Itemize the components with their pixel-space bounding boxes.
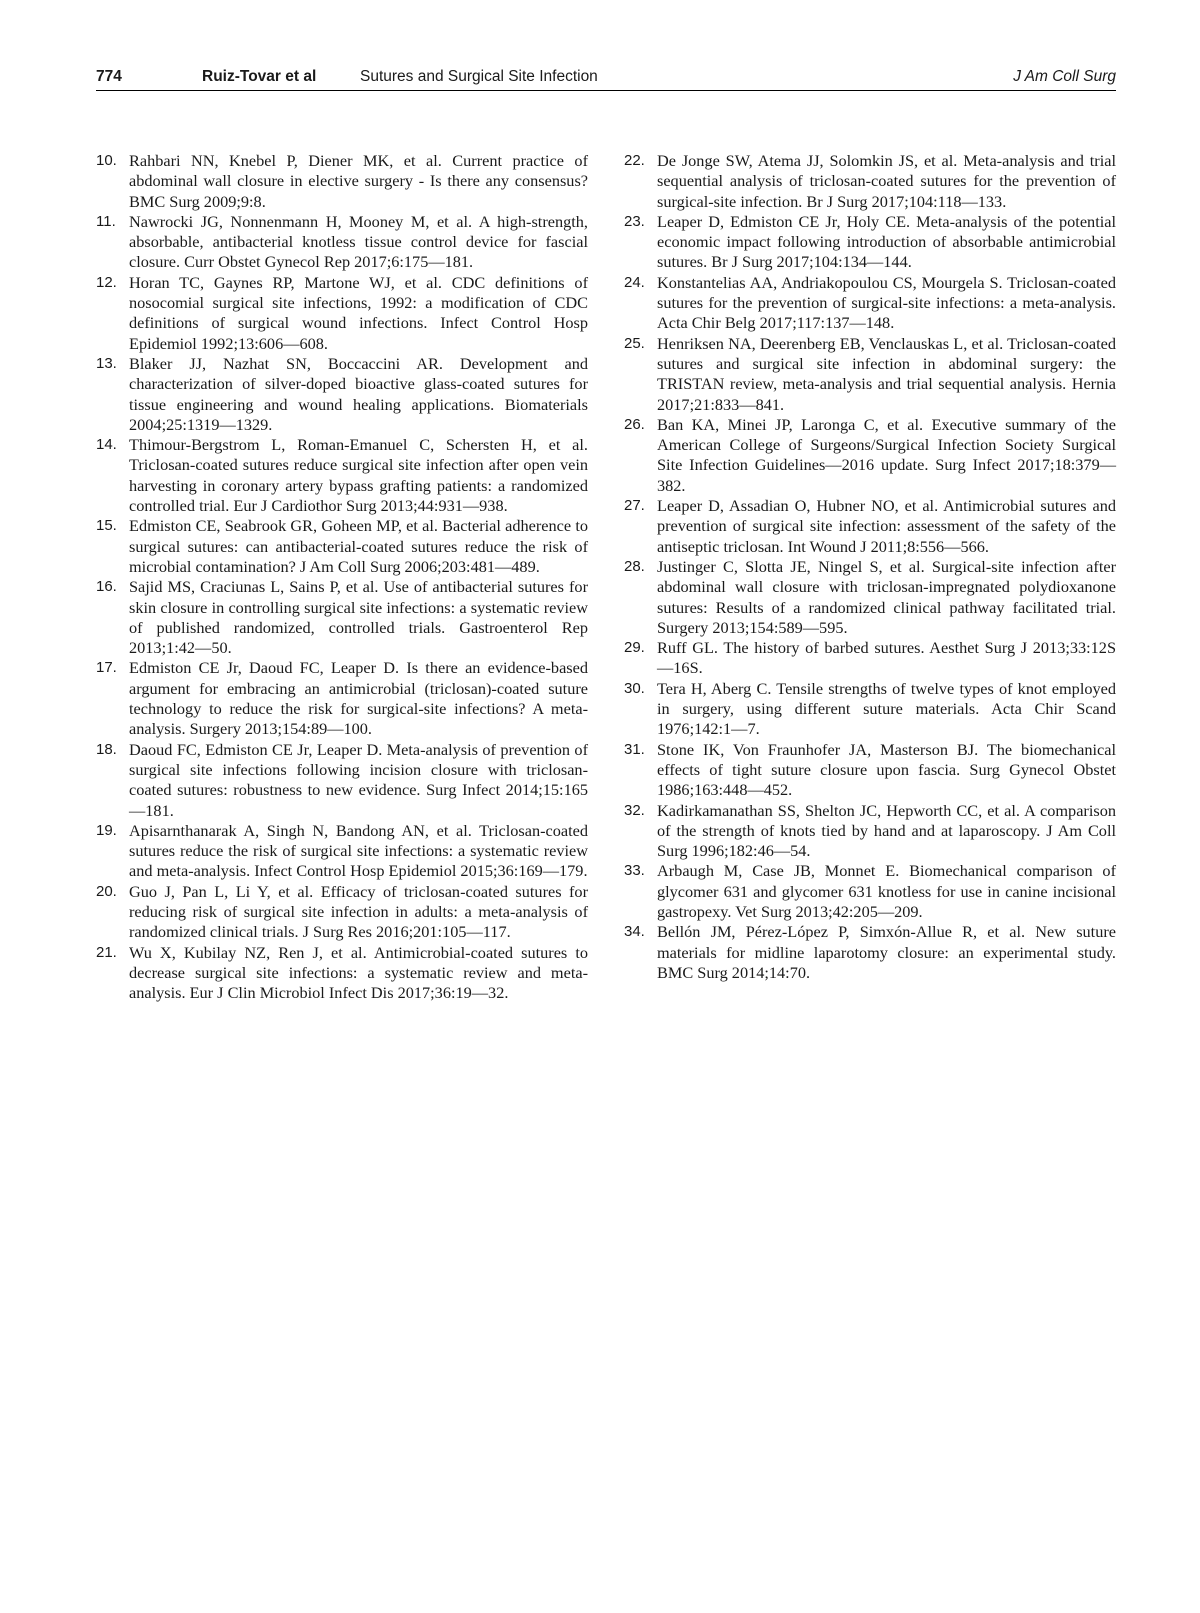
reference-item bbox=[96, 658, 588, 739]
reference-text: Nawrocki JG, Nonnenmann H, Mooney M, et al. A high-strength, absorbable, antibacterial knotless tissue control device for fascial closure. Curr Obstet Gynecol Rep 2017;6:175—181. bbox=[129, 211, 588, 272]
reference-number: 15. bbox=[96, 517, 117, 535]
reference-text: Edmiston CE, Seabrook GR, Goheen MP, et al. Bacterial adherence to surgical sutures: can antibacterial-coated sutures reduce the risk of microbial contamination? J Am Coll Surg 2006;203:481—489. bbox=[129, 516, 588, 576]
reference-item bbox=[624, 638, 1116, 679]
reference-text: Leaper D, Edmiston CE Jr, Holy CE. Meta-analysis of the potential economic impact following introduction of absorbable antimicrobial sutures. Br J Surg 2017;104:134—144. bbox=[657, 211, 1116, 272]
reference-text: Leaper D, Assadian O, Hubner NO, et al. Antimicrobial sutures and prevention of surgical site infection: assessment of the safety of the antiseptic triclosan. Int Wound J 2011;8:556—566. bbox=[657, 496, 1116, 556]
reference-number: 26. bbox=[624, 415, 645, 433]
reference-text: Wu X, Kubilay NZ, Ren J, et al. Antimicrobial-coated sutures to decrease surgical site infections: a systematic review and meta-analysis. Eur J Clin Microbiol Infect Dis 2017;36:19—32. bbox=[129, 942, 588, 1003]
reference-text: Henriksen NA, Deerenberg EB, Venclauskas L, et al. Triclosan-coated sutures and surgical site infection in abdominal surgery: the TRISTAN review, meta-analysis and trial sequential analysis. Hernia 2017;21:833—841. bbox=[657, 333, 1116, 414]
reference-item bbox=[96, 212, 588, 273]
reference-item bbox=[96, 273, 588, 354]
reference-text: Stone IK, Von Fraunhofer JA, Masterson BJ. The biomechanical effects of tight suture closure upon fascia. Surg Gynecol Obstet 1986;163:448—452. bbox=[657, 739, 1116, 800]
reference-text: Sajid MS, Craciunas L, Sains P, et al. Use of antibacterial sutures for skin closure in controlling surgical site infections: a systematic review of published randomized, controlled trials. Gastroenterol Rep 2013;1:42—50. bbox=[129, 577, 588, 658]
reference-item bbox=[624, 496, 1116, 557]
reference-text: Guo J, Pan L, Li Y, et al. Efficacy of triclosan-coated sutures for reducing risk of surgical site infection in adults: a meta-analysis of randomized clinical trials. J Surg Res 2016;201:105—117. bbox=[129, 881, 588, 942]
reference-item bbox=[96, 821, 588, 882]
reference-item bbox=[624, 273, 1116, 334]
reference-text: Tera H, Aberg C. Tensile strengths of twelve types of knot employed in surgery, using different suture materials. Acta Chir Scand 1976;142:1—7. bbox=[657, 678, 1116, 739]
reference-item bbox=[96, 151, 588, 212]
reference-item bbox=[624, 740, 1116, 801]
reference-number: 28. bbox=[624, 557, 645, 575]
reference-text: Konstantelias AA, Andriakopoulou CS, Mourgela S. Triclosan-coated sutures for the prevention of surgical-site infections: a meta-analysis. Acta Chir Belg 2017;117:137—148. bbox=[657, 272, 1116, 333]
reference-item bbox=[96, 435, 588, 516]
reference-text: Ruff GL. The history of barbed sutures. Aesthet Surg J 2013;33:12S—16S. bbox=[657, 638, 1116, 678]
reference-text: Daoud FC, Edmiston CE Jr, Leaper D. Meta-analysis of prevention of surgical site infections following incision closure with triclosan-coated sutures: robustness to new evidence. Surg Infect 2014;15:165—181. bbox=[129, 739, 588, 820]
reference-number: 30. bbox=[624, 679, 645, 697]
reference-number: 31. bbox=[624, 740, 645, 758]
reference-number: 22. bbox=[624, 152, 645, 169]
reference-number: 27. bbox=[624, 497, 645, 515]
reference-item bbox=[624, 861, 1116, 922]
reference-number: 33. bbox=[624, 862, 645, 880]
running-header bbox=[96, 68, 1116, 91]
reference-item bbox=[624, 151, 1116, 212]
reference-number: 23. bbox=[624, 212, 645, 230]
reference-text: De Jonge SW, Atema JJ, Solomkin JS, et al. Meta-analysis and trial sequential analysis of triclosan-coated sutures for the prevention of surgical-site infection. Br J Surg 2017;104:118—133. bbox=[657, 151, 1116, 211]
reference-number: 21. bbox=[96, 943, 117, 961]
reference-item bbox=[96, 577, 588, 658]
reference-item bbox=[96, 354, 588, 435]
references-left-column bbox=[96, 151, 588, 1003]
reference-text: Justinger C, Slotta JE, Ningel S, et al. Surgical-site infection after abdominal wall closure with triclosan-impregnated polydioxanone sutures: Results of a randomized clinical pathway facilitated trial. Surgery 2013;154:589—595. bbox=[657, 556, 1116, 637]
reference-item bbox=[624, 922, 1116, 983]
running-authors: Ruiz-Tovar et al bbox=[202, 68, 317, 85]
references-right-column bbox=[624, 151, 1116, 983]
reference-item bbox=[624, 212, 1116, 273]
reference-number: 13. bbox=[96, 354, 117, 372]
reference-item bbox=[96, 516, 588, 577]
reference-number: 34. bbox=[624, 923, 645, 941]
reference-item bbox=[624, 801, 1116, 862]
reference-item bbox=[624, 334, 1116, 415]
reference-text: Thimour-Bergstrom L, Roman-Emanuel C, Schersten H, et al. Triclosan-coated sutures reduce surgical site infection after open vein harvesting in coronary artery bypass grafting patients: a randomized controlled trial. Eur J Cardiothor Surg 2013;44:931—938. bbox=[129, 435, 588, 516]
reference-item bbox=[96, 882, 588, 943]
reference-text: Ban KA, Minei JP, Laronga C, et al. Executive summary of the American College of Surgeons/Surgical Infection Society Surgical Site Infection Guidelines—2016 update. Surg Infect 2017;18:379—382. bbox=[657, 414, 1116, 495]
reference-number: 14. bbox=[96, 436, 117, 454]
reference-text: Bellón JM, Pérez-López P, Simxón-Allue R, et al. New suture materials for midline laparotomy closure: an experimental study. BMC Surg 2014;14:70. bbox=[657, 922, 1116, 982]
reference-text: Rahbari NN, Knebel P, Diener MK, et al. Current practice of abdominal wall closure in elective surgery - Is there any consensus? BMC Surg 2009;9:8. bbox=[129, 151, 588, 211]
reference-number: 19. bbox=[96, 821, 117, 839]
reference-number: 32. bbox=[624, 801, 645, 819]
reference-text: Blaker JJ, Nazhat SN, Boccaccini AR. Development and characterization of silver-doped bioactive glass-coated sutures for tissue engineering and wound healing applications. Biomaterials 2004;25:1319—1329. bbox=[129, 353, 588, 434]
page-number: 774 bbox=[96, 68, 122, 85]
reference-text: Apisarnthanarak A, Singh N, Bandong AN, et al. Triclosan-coated sutures reduce the risk of surgical site infections: a systematic review and meta-analysis. Infect Control Hosp Epidemiol 2015;36:169—179. bbox=[129, 820, 588, 881]
reference-number: 10. bbox=[96, 152, 117, 169]
reference-item bbox=[624, 679, 1116, 740]
reference-text: Kadirkamanathan SS, Shelton JC, Hepworth CC, et al. A comparison of the strength of knots tied by hand and at laparoscopy. J Am Coll Surg 1996;182:46—54. bbox=[657, 800, 1116, 861]
reference-item bbox=[624, 415, 1116, 496]
reference-number: 16. bbox=[96, 578, 117, 596]
reference-number: 29. bbox=[624, 639, 645, 657]
reference-text: Arbaugh M, Case JB, Monnet E. Biomechanical comparison of glycomer 631 and glycomer 631 knotless for use in canine incisional gastropexy. Vet Surg 2013;42:205—209. bbox=[657, 861, 1116, 921]
reference-text: Edmiston CE Jr, Daoud FC, Leaper D. Is there an evidence-based argument for embracing an antimicrobial (triclosan)-coated suture technology to reduce the risk for surgical-site infections? A meta-analysis. Surgery 2013;154:89—100. bbox=[129, 658, 588, 739]
running-title: Sutures and Surgical Site Infection bbox=[360, 68, 598, 85]
reference-item bbox=[96, 943, 588, 1004]
reference-text: Horan TC, Gaynes RP, Martone WJ, et al. CDC definitions of nosocomial surgical site infections, 1992: a modification of CDC definitions of surgical wound infections. Infect Control Hosp Epidemiol 1992;13:606—608. bbox=[129, 272, 588, 353]
reference-item bbox=[624, 557, 1116, 638]
reference-number: 18. bbox=[96, 740, 117, 758]
reference-item bbox=[96, 740, 588, 821]
journal-name: J Am Coll Surg bbox=[1013, 68, 1116, 85]
reference-number: 25. bbox=[624, 334, 645, 352]
reference-number: 24. bbox=[624, 273, 645, 291]
reference-number: 20. bbox=[96, 882, 117, 900]
reference-number: 11. bbox=[96, 212, 116, 230]
reference-number: 12. bbox=[96, 273, 117, 291]
reference-number: 17. bbox=[96, 659, 117, 677]
